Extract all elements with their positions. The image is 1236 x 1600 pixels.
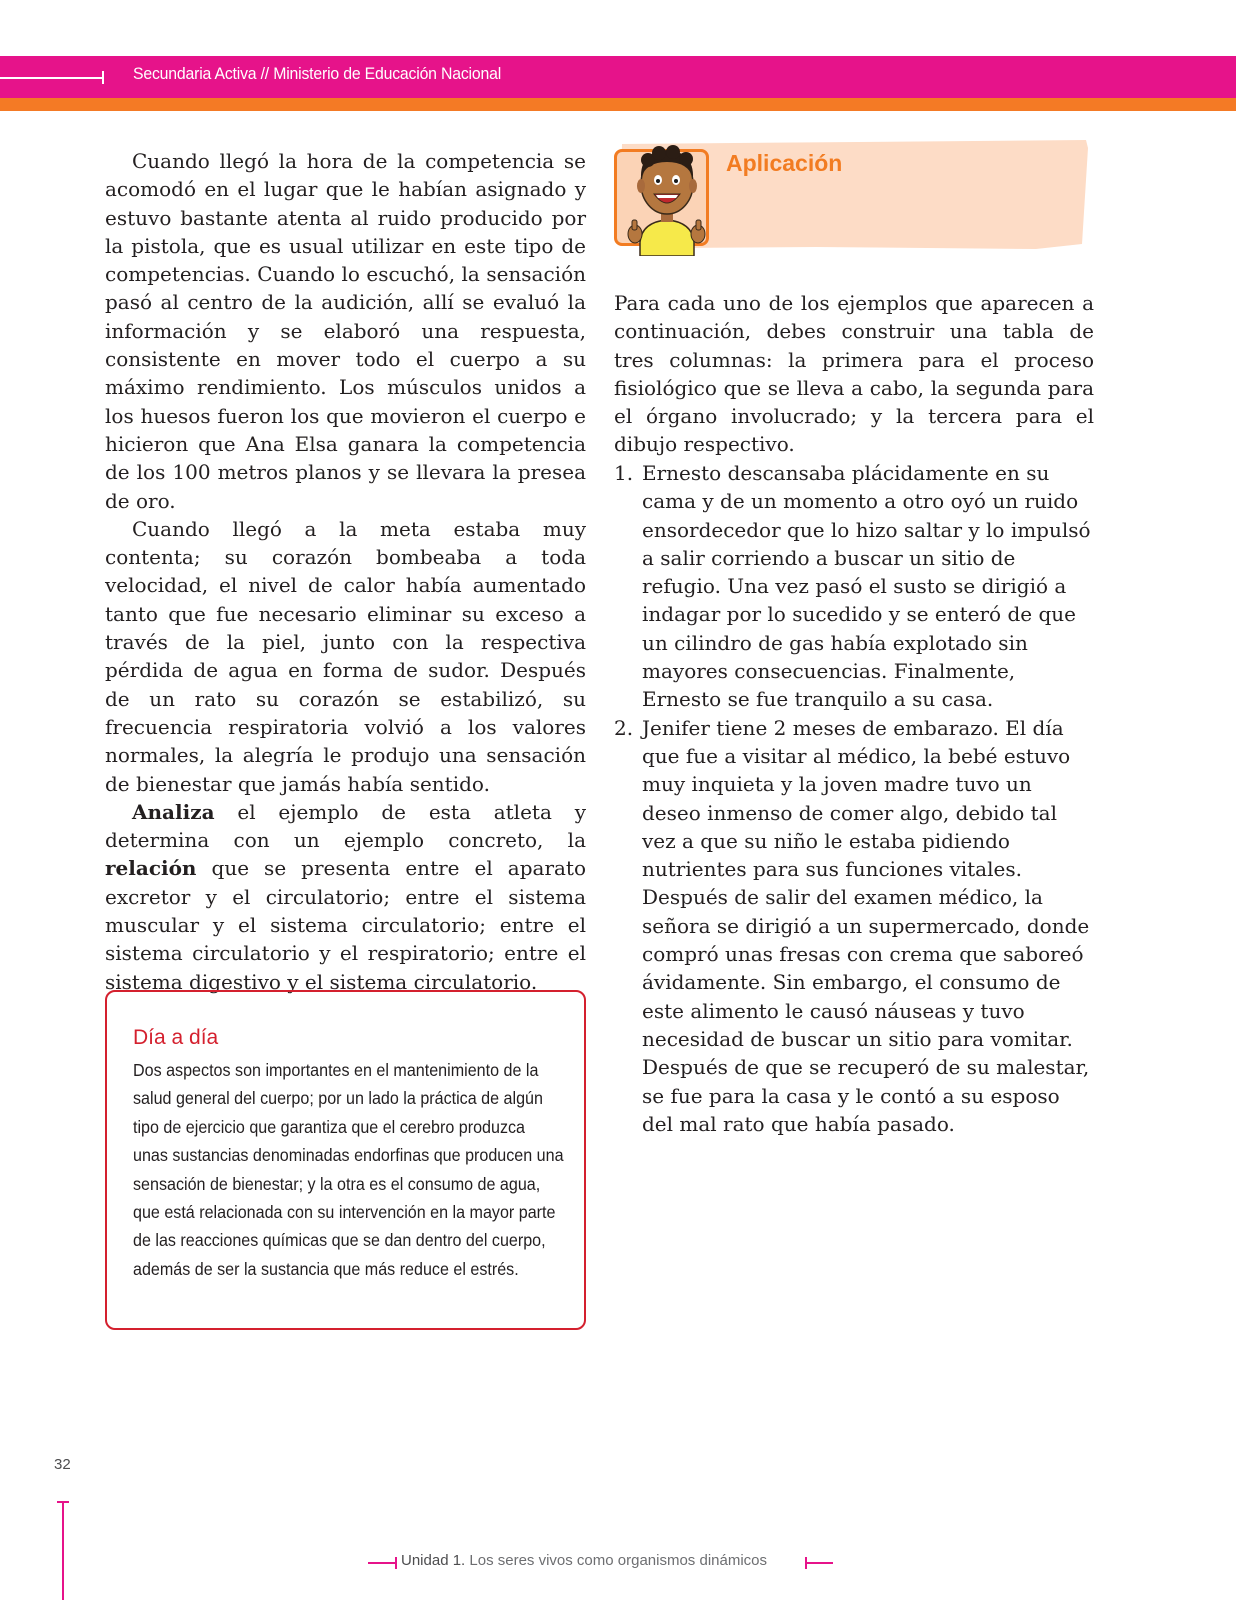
aplicacion-intro: Para cada uno de los ejemplos que aparecen a continuación, debes construir una tabla de tres columnas: la primera para el proceso fisiológico que se lleva a cabo, la segunda para el órgano involucrado; y la tercera para el dibujo respectivo. — [614, 291, 1094, 457]
smiling-boy-thumbs-up-icon — [626, 138, 708, 256]
paragraph-meta: Cuando llegó a la meta estaba muy contenta; su corazón bombeaba a toda velocidad, el nivel de calor había aumentado tanto que fue necesario eliminar su exceso a través de la piel, junto con la respectiva pérdida de agua en forma de sudor. Después de un rato su corazón se estabilizó, su frecuencia respiratoria volvió a los valores normales, la alegría le produjo una sensación de bienestar que jamás había sentido. — [105, 516, 586, 796]
footer-unit-title — [401, 1552, 767, 1569]
left-column — [105, 147, 586, 996]
dia-a-dia-body: Dos aspectos son importantes en el mantenimiento de la salud general del cuerpo; por un lado la práctica de algún tipo de ejercicio que garantiza que el cerebro produzca unas sustancias denominadas endorfinas que producen una sensación de bienestar; y la otra es el consumo de agua, que está relacionada con su intervención en la mayor parte de las reacciones químicas que se dan dentro del cuerpo, además de ser la sustancia que más reduce el estrés. — [133, 1060, 564, 1279]
margin-rule-tick — [57, 1501, 69, 1503]
header-rule — [0, 77, 103, 79]
footer-rule-right — [806, 1562, 833, 1564]
header-rule-tick — [102, 71, 104, 84]
margin-rule — [62, 1502, 64, 1600]
list-item — [614, 714, 1094, 1138]
list-item-text: Ernesto descansaba plácidamente en su cama y de un momento a otro oyó un ruido ensordecedor que lo hizo saltar y lo impulsó a salir corriendo a buscar un sitio de refugio. Una vez pasó el susto se dirigió a indagar por lo sucedido y se enteró de que un cilindro de gas había explotado sin mayores consecuencias. Finalmente, Ernesto se fue tranquilo a su casa. — [642, 461, 1091, 712]
exercise-list — [614, 459, 1094, 1138]
bold-relacion: relación — [105, 856, 197, 881]
list-item-number: 2. — [614, 715, 634, 740]
paragraph-competencia: Cuando llegó la hora de la competencia se acomodó en el lugar que le habían asignado y estuvo bastante atenta al ruido producido por la pistola, que es usual utilizar en este tipo de competencias. Cuando lo escuchó, la sensación pasó al centro de la audición, allí se evaluó la información y se elaboró una respuesta, consistente en mover todo el cuerpo a su máximo rendimiento. Los músculos unidos a los huesos fueron los que movieron el cuerpo e hicieron que Ana Elsa ganara la competencia de los 100 metros planos y se llevara la presea de oro. — [105, 149, 586, 513]
page-number: 32 — [54, 1456, 71, 1473]
footer-unit-label: Unidad 1. — [401, 1552, 466, 1569]
dia-a-dia-title: Día a día — [133, 1026, 219, 1049]
paragraph-analiza — [105, 798, 586, 996]
list-item-number: 1. — [614, 461, 634, 485]
header-accent-bar — [0, 98, 1236, 111]
list-item — [614, 459, 1094, 714]
bold-analiza: Analiza — [132, 799, 215, 824]
analiza-text-2: que se presenta entre el aparato excretor y el circulatorio; entre el sistema muscular y el sistema circulatorio; entre el sistema circulatorio y el respiratorio; entre el sistema digestivo y el sistema circulatorio. — [105, 856, 586, 994]
list-item-text: Jenifer tiene 2 meses de embarazo. El día que fue a visitar al médico, la bebé estuvo muy inquieta y la joven madre tuvo un deseo inmenso de comer algo, debido tal vez a que su niño le estaba pidiendo nutrientes para sus funciones vitales. Después de salir del examen médico, la señora se dirigió a un supermercado, donde compró unas fresas con crema que saboreó ávidamente. Sin embargo, el consumo de este alimento le causó náuseas y tuvo necesidad de buscar un sitio para vomitar. Después de que se recuperó de su malestar, se fue para la casa y le contó a su esposo del mal rato que había pasado. — [642, 715, 1090, 1136]
footer-unit-name: Los seres vivos como organismos dinámicos — [465, 1552, 768, 1569]
header-title: Secundaria Activa // Ministerio de Educación Nacional — [133, 64, 502, 83]
footer-rule-left — [368, 1562, 396, 1564]
aplicacion-title: Aplicación — [726, 150, 843, 176]
footer-rule-left-tick — [395, 1557, 397, 1569]
analiza-text-1: el ejemplo de esta atleta y determina con un ejemplo concreto, la — [105, 799, 586, 853]
